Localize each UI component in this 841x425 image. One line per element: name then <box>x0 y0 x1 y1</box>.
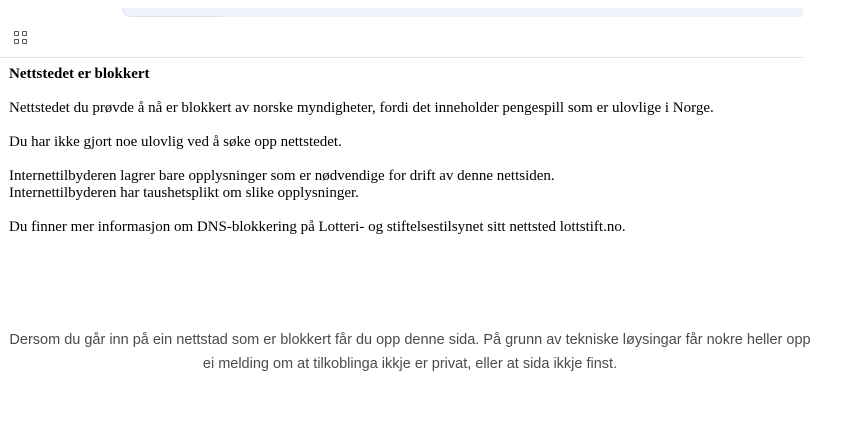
grid-icon-cell <box>14 39 19 44</box>
privacy-text-line-2: Internettilbyderen har taushetsplikt om slike opplysninger. <box>9 185 359 201</box>
privacy-text-line-1: Internettilbyderen lagrer bare opplysninger som er nødvendige for drift av denne nettsiden. <box>9 168 555 184</box>
blocked-reason-text: Nettstedet du prøvde å nå er blokkert av norske myndigheter, fordi det inneholder pengespill som er ulovlige i Norge. <box>9 100 714 116</box>
grid-icon-cell <box>22 39 27 44</box>
grid-icon-cell <box>22 31 27 36</box>
footer-line-1: Dersom du går inn på ein nettstad som er blokkert får du opp denne sida. På grunn av tekniske løysingar får nokre heller opp <box>9 332 811 348</box>
top-banner-edge <box>122 8 222 17</box>
grid-icon[interactable] <box>14 31 28 45</box>
top-banner-strip <box>122 8 803 17</box>
grid-icon-cell <box>14 31 19 36</box>
privacy-text <box>9 168 799 202</box>
footer-explanation <box>0 328 820 376</box>
more-info-text: Du finner mer informasjon om DNS-blokkering på Lotteri- og stiftelsestilsynet sitt nettsted lottstift.no. <box>9 219 626 235</box>
toolbar <box>0 18 803 58</box>
page-title: Nettstedet er blokkert <box>9 66 150 82</box>
footer-line-2: ei melding om at tilkoblinga ikkje er privat, eller at sida ikkje finst. <box>202 356 618 372</box>
no-wrongdoing-text: Du har ikke gjort noe ulovlig ved å søke opp nettstedet. <box>9 134 342 150</box>
blocked-notice <box>9 66 799 253</box>
